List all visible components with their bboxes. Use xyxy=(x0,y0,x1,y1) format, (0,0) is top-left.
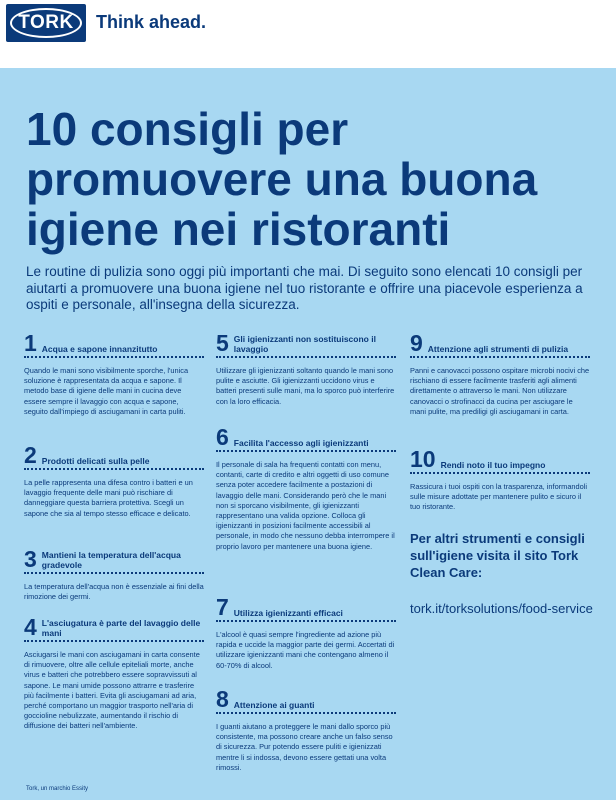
tip-8 xyxy=(216,688,396,773)
tork-logo xyxy=(6,4,86,42)
tip-number: 3 xyxy=(24,546,37,572)
tip-number: 4 xyxy=(24,614,37,640)
tip-number: 9 xyxy=(410,330,423,356)
tip-title: Gli igienizzanti non sostituiscono il lavaggio xyxy=(233,334,376,354)
tip-body: Il personale di sala ha frequenti contatti con menu, contanti, carte di credito e altri oggetti di uso comune senza poter accedere facilmente a postazioni di lavaggio delle mani. Considerando però che le mani non si sporcano visibilmente, gli igienizzanti rappresentano una valida opzione. Colloca gli igienizzanti in posizioni facilmente accessibili al personale, in modo che nessuno debba interrompere il proprio lavoro per mantenere una buona igiene. xyxy=(216,460,395,551)
tip-title: Attenzione agli strumenti di pulizia xyxy=(427,344,569,354)
tip-number: 6 xyxy=(216,424,229,450)
tip-5 xyxy=(216,332,396,407)
tip-6 xyxy=(216,426,396,552)
footer-note: Tork, un marchio Essity xyxy=(26,786,89,792)
cta-heading: Per altri strumenti e consigli sull'igiene visita il sito Tork Clean Care: xyxy=(410,531,585,580)
tip-body: Quando le mani sono visibilmente sporche, l'unica soluzione è rappresentata da acqua e sapone. Il metodo base di igiene delle mani in cucina deve essere sempre il lavaggio con acqua e sapone, seguito dall'impiego di asciugamani in carta puliti. xyxy=(24,366,189,416)
tip-number: 2 xyxy=(24,442,37,468)
tip-title: Facilita l'accesso agli igienizzanti xyxy=(233,438,369,448)
tip-number: 1 xyxy=(24,330,37,356)
tip-title: Rendi noto il tuo impegno xyxy=(440,460,546,470)
tagline: Think ahead. xyxy=(96,12,207,32)
tip-body: I guanti aiutano a proteggere le mani dallo sporco più consistente, ma possono creare anche un falso senso di sicurezza. Pur potendo essere puliti e igienizzati mentre li si indossa, devono essere gettati una volta rimossi. xyxy=(216,722,393,772)
page-title xyxy=(26,104,586,254)
tip-number: 10 xyxy=(410,446,436,472)
tip-2 xyxy=(24,444,204,519)
tip-9 xyxy=(410,332,590,417)
tip-body: Rassicura i tuoi ospiti con la trasparenza, informandoli sulle misure adottate per mantenere pulito e sicuro il tuo ristorante. xyxy=(410,482,588,512)
tip-body: Asciugarsi le mani con asciugamani in carta consente di rimuovere, oltre alle cellule epiteliali morte, anche virus e batteri che potrebbero essere sopravvissuti al sapone. Le mani umide possono attrarre e trasferire più facilmente i batteri. Evita gli asciugamani ad aria, perché comportano un maggior trasporto nell'aria di goccioline nebulizzate, aumentando il rischio di diffusione dei batteri nell'ambiente. xyxy=(24,650,200,731)
tip-body: Utilizzare gli igienizzanti soltanto quando le mani sono pulite e asciutte. Gli igienizzanti uccidono virus e batteri presenti sulle mani, ma lo sporco può interferire con la loro efficacia. xyxy=(216,366,395,406)
tip-number: 5 xyxy=(216,330,229,356)
title-line: igiene nei ristoranti xyxy=(26,203,451,255)
header xyxy=(0,0,616,68)
tip-3 xyxy=(24,548,204,602)
tip-body: La temperatura dell'acqua non è essenziale ai fini della rimozione dei germi. xyxy=(24,582,204,602)
tip-1 xyxy=(24,332,204,417)
title-line: promuovere una buona xyxy=(26,153,538,205)
title-line: 10 consigli per xyxy=(26,103,349,155)
logo-text: TORK xyxy=(18,12,74,33)
tip-title: Attenzione ai guanti xyxy=(233,700,315,710)
website-link[interactable]: tork.it/torksolutions/food-service xyxy=(410,601,593,616)
tip-title: Mantieni la temperatura dell'acqua gradevole xyxy=(41,550,181,570)
tip-body: L'alcool è quasi sempre l'ingrediente ad azione più rapida e uccide la maggior parte dei germi. Accertati di utilizzare igienizzanti mani che contengano almeno il 60-70% di alcool. xyxy=(216,630,395,670)
tip-title: L'asciugatura è parte del lavaggio delle mani xyxy=(41,618,201,638)
tip-body: La pelle rappresenta una difesa contro i batteri e un lavaggio frequente delle mani può rischiare di danneggiare questa barriera protettiva. Scegli un sapone che sia al tempo stesso efficace e delicato. xyxy=(24,478,193,518)
tip-7 xyxy=(216,596,396,671)
tip-number: 7 xyxy=(216,594,229,620)
tip-10 xyxy=(410,448,590,513)
tip-title: Utilizza igienizzanti efficaci xyxy=(233,608,343,618)
intro-paragraph: Le routine di pulizia sono oggi più importanti che mai. Di seguito sono elencati 10 consigli per aiutarti a promuovere una buona igiene nel tuo ristorante e offrire una piacevole esperienza a ospiti e personale, all'insegna della sicurezza. xyxy=(26,264,583,312)
tip-title: Acqua e sapone innanzitutto xyxy=(41,344,158,354)
tip-body: Panni e canovacci possono ospitare microbi nocivi che rischiano di essere facilmente trasferiti agli alimenti direttamente o attraverso le mani. Non utilizzare canovacci o strofinacci da cucina per asciugare le mani pulite, ma prediligi gli asciugamani in carta. xyxy=(410,366,590,416)
tip-title: Prodotti delicati sulla pelle xyxy=(41,456,150,466)
tip-4 xyxy=(24,616,204,732)
tip-number: 8 xyxy=(216,686,229,712)
